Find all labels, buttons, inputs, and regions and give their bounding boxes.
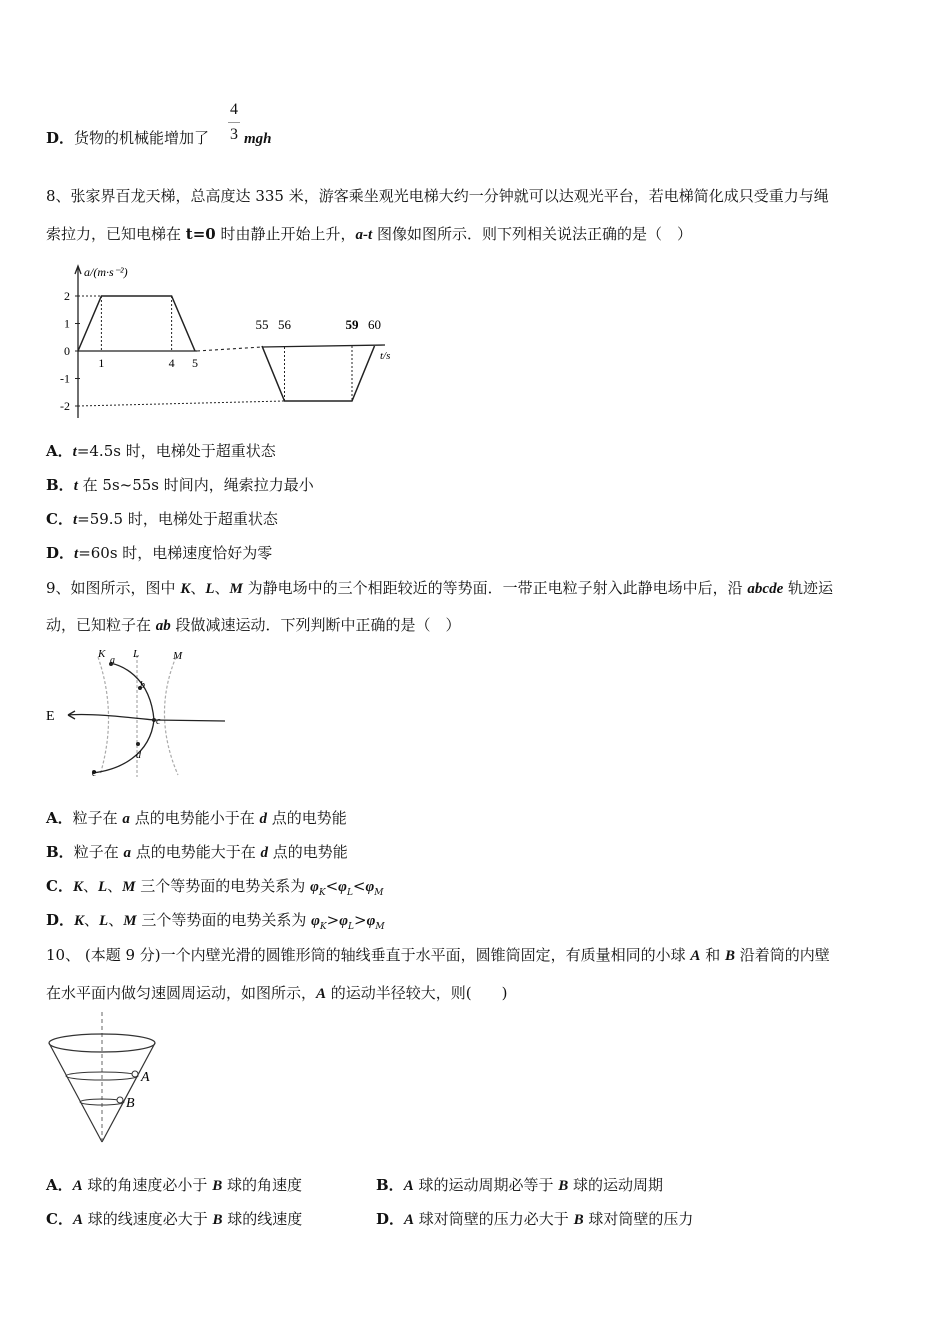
var: A (72, 1212, 83, 1228)
var-m: M (229, 581, 243, 597)
option-label: C． (46, 1210, 73, 1228)
ball-a (132, 1071, 138, 1077)
var-k: K (180, 581, 191, 597)
option-label: A． (46, 442, 73, 460)
trajectory-lower (92, 720, 154, 773)
q8-stem-line1: 8、张家界百龙天梯，总高度达 335 米，游客乘坐观光电梯大约一分钟就可以达观光平台，若电梯简化成只受重力与绳 (46, 187, 829, 205)
x-tick-label: 56 (278, 317, 291, 332)
op: < (352, 877, 366, 895)
sub: M (375, 922, 385, 932)
q10-option-a (46, 1175, 302, 1196)
text-span: 和 (700, 946, 725, 964)
label-e-point: e (92, 768, 97, 779)
q10-option-d (376, 1209, 693, 1230)
q10-option-c (46, 1209, 302, 1230)
text-span: 动，已知粒子在 (46, 616, 156, 634)
option-label: D． (46, 911, 75, 929)
text-span: 球的线速度 (222, 1210, 303, 1228)
q9-option-b (46, 842, 348, 863)
phi: φ (310, 879, 319, 895)
sub: L (348, 922, 354, 932)
op: > (353, 911, 367, 929)
option-label: D． (376, 1210, 405, 1228)
text-span: 点的电势能 (268, 843, 348, 861)
text-span: 、 (84, 911, 100, 929)
var: B (212, 1178, 223, 1194)
text-span: 图像如图所示．则下列相关说法正确的是（ ） (372, 225, 692, 243)
option-label: B． (46, 476, 74, 494)
ball-b (117, 1097, 123, 1103)
option-text: 在 5s~55s 时间内，绳索拉力最小 (77, 476, 314, 494)
x-axis-break (197, 347, 262, 351)
var: a (122, 811, 130, 827)
option-label: C． (46, 877, 73, 895)
var-ab: ab (155, 618, 171, 634)
y-axis-label: a/(m·s⁻²) (84, 265, 128, 279)
label-k: K (98, 648, 106, 660)
q8-option-c (46, 509, 278, 530)
var: B (212, 1212, 223, 1228)
text-span: 、 (190, 579, 206, 597)
fraction-denominator: 3 (230, 126, 238, 143)
x-tick-label: 59 (345, 317, 359, 332)
x-axis-label: t/s (380, 350, 391, 362)
var: A (404, 1212, 415, 1228)
var-abcde: abcde (747, 581, 784, 597)
option-label: B． (46, 843, 74, 861)
var: A (72, 1178, 83, 1194)
option-label: D． (46, 544, 75, 562)
label-a: a (110, 655, 115, 666)
label-b: B (126, 1096, 135, 1111)
text-span: 球的角速度 (222, 1176, 302, 1194)
op: < (325, 877, 339, 895)
q9-stem-line2 (46, 615, 461, 636)
q10-stem-line1 (46, 945, 830, 966)
var-a: A (316, 986, 327, 1002)
var-at: a-t (355, 227, 373, 243)
label-l: L (133, 648, 140, 660)
text-span: 三个等势面的电势关系为 (136, 911, 312, 929)
text-span: 在水平面内做匀速圆周运动，如图所示， (46, 984, 317, 1002)
q9-stem-line1 (46, 578, 833, 599)
trajectory-upper (110, 663, 154, 720)
label-a: A (141, 1070, 150, 1085)
label-d: d (136, 750, 141, 761)
var: L (99, 913, 109, 929)
var-a: A (690, 948, 701, 964)
sub: K (319, 922, 327, 932)
option-var: t (74, 546, 79, 562)
sub: L (346, 888, 353, 898)
option-label: A． (46, 809, 73, 827)
equipotential-figure (40, 645, 240, 785)
option-var: t (73, 478, 78, 494)
text-span: 10、 (本题 9 分)一个内壁光滑的圆锥形筒的轴线垂直于水平面，圆锥筒固定，有质量相同的小球 (46, 946, 691, 964)
option-text: 货物的机械能增加了 (74, 129, 210, 147)
q8-option-d (46, 543, 272, 564)
x-axis-right (262, 345, 385, 347)
q10-stem-line2 (46, 983, 508, 1004)
text-span: 三个等势面的电势关系为 (135, 877, 311, 895)
var: L (97, 879, 108, 895)
cone-left-wall (49, 1043, 102, 1142)
y-tick-label: -2 (60, 399, 70, 413)
text-span: 球对筒壁的压力必大于 (414, 1210, 574, 1228)
var: K (72, 879, 83, 895)
phi: φ (366, 913, 376, 929)
cone-figure (40, 1010, 190, 1150)
text-span: 时由静止开始上升， (215, 225, 356, 243)
var: M (123, 913, 137, 929)
option-label: D． (46, 129, 75, 147)
phi: φ (339, 913, 348, 929)
text-span: 球的运动周期 (568, 1176, 664, 1194)
text-span: 段做减速运动．下列判断中正确的是（ ） (170, 616, 461, 634)
phi: φ (365, 879, 375, 895)
text-span: 球的线速度必大于 (82, 1210, 213, 1228)
var: a (123, 845, 131, 861)
q8-option-a (46, 441, 276, 462)
option-var: t (72, 444, 77, 460)
text-span: 索拉力，已知电梯在 (46, 225, 186, 243)
x-tick-label: 4 (168, 356, 175, 370)
text-span: 球对筒壁的压力 (583, 1210, 694, 1228)
var: M (122, 879, 136, 895)
fraction-bar (228, 122, 240, 123)
option-text: =60s 时，电梯速度恰好为零 (78, 544, 273, 562)
label-m: M (173, 650, 183, 662)
at-graph (50, 260, 420, 425)
label-c: c (156, 716, 161, 727)
y-tick-label: 1 (64, 316, 70, 331)
var-b: B (724, 948, 735, 964)
fraction-numerator: 4 (230, 101, 238, 118)
label-e: E (46, 709, 55, 724)
point-d (136, 742, 140, 746)
y-tick-label: -1 (60, 371, 70, 386)
text-span: 为静电场中的三个相距较近的等势面．一带正电粒子射入此静电场中后，沿 (242, 579, 748, 597)
option-text: =4.5s 时，电梯处于超重状态 (76, 442, 276, 460)
text-span: 、 (214, 579, 230, 597)
q9-option-a (46, 808, 347, 829)
text-span: 球的运动周期必等于 (413, 1176, 559, 1194)
option-label: B． (376, 1176, 404, 1194)
text-span: 、 (82, 877, 98, 895)
text-span: 轨迹运 (783, 579, 834, 597)
q7-option-d (46, 128, 209, 148)
x-tick-label: 55 (255, 317, 269, 332)
var: B (573, 1212, 584, 1228)
text-span: 沿着筒的内壁 (735, 946, 830, 964)
option-var: t (72, 512, 78, 528)
option-label: C． (46, 510, 73, 528)
mgh-term (244, 128, 272, 149)
text-span: 、 (108, 911, 124, 929)
text-span: 9、如图所示，图中 (46, 579, 181, 597)
text-span: 点的电势能大于在 (130, 843, 261, 861)
surface-m (164, 657, 178, 775)
label-b: b (140, 680, 145, 691)
field-line-e (68, 714, 154, 720)
guide-dash (78, 401, 285, 406)
q8-option-b (46, 475, 314, 496)
text-span: 的运动半径较大，则( ) (326, 984, 508, 1002)
text-span: 球的角速度必小于 (82, 1176, 213, 1194)
var-t0: t=0 (185, 225, 216, 243)
y-tick-label: 2 (64, 289, 70, 303)
x-tick-label: 1 (98, 356, 105, 370)
phi: φ (311, 913, 320, 929)
var: d (259, 811, 267, 827)
option-label: A． (46, 1176, 73, 1194)
q9-option-c (46, 876, 384, 903)
y-tick-label: 0 (64, 344, 70, 358)
text-span: 、 (107, 877, 123, 895)
sub: K (318, 888, 326, 898)
var: d (260, 845, 269, 861)
series-line-accelerate (78, 296, 195, 351)
text-span: 粒子在 (72, 809, 123, 827)
q8-stem-line2 (46, 224, 692, 245)
text-span: 点的电势能小于在 (129, 809, 260, 827)
op: > (326, 911, 340, 929)
text-span: 粒子在 (73, 843, 124, 861)
option-text: =59.5 时，电梯处于超重状态 (77, 510, 278, 528)
text-span: 点的电势能 (266, 809, 347, 827)
q9-option-d (46, 910, 385, 937)
series-line-decelerate (262, 346, 375, 401)
q10-option-b (376, 1175, 663, 1196)
x-tick-label: 60 (368, 317, 381, 332)
sub: M (374, 888, 384, 898)
x-tick-label: 5 (192, 356, 198, 370)
cone-right-wall (102, 1043, 155, 1142)
var-l: L (205, 581, 215, 597)
phi: φ (338, 879, 347, 895)
var: B (558, 1178, 569, 1194)
var: K (74, 913, 85, 929)
mgh-variable: mgh (244, 131, 272, 147)
var: A (403, 1178, 414, 1194)
